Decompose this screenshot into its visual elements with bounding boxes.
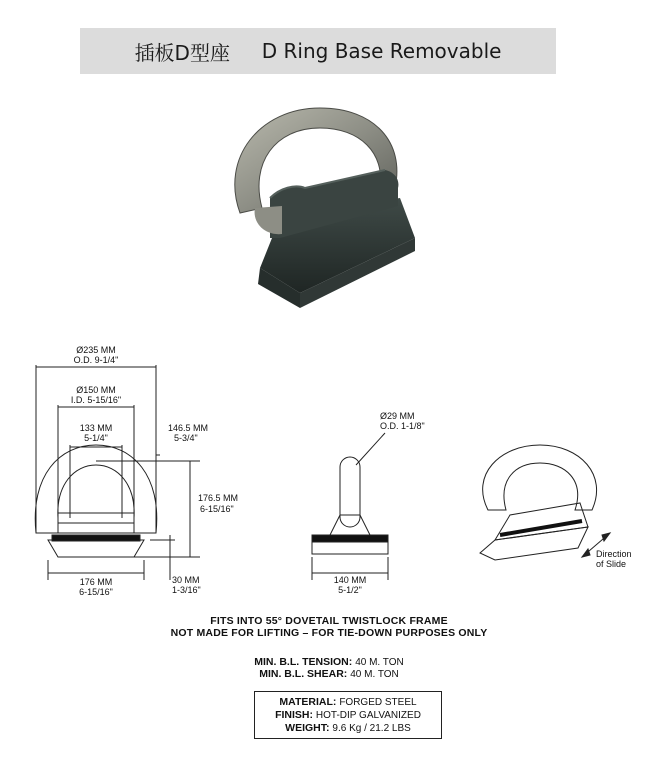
weight-row bbox=[255, 722, 441, 735]
base-w-mm: 176 MM bbox=[79, 577, 113, 587]
finish-value: HOT-DIP GALVANIZED bbox=[315, 710, 421, 721]
product-photo bbox=[210, 88, 460, 328]
side-view-labels bbox=[334, 411, 425, 595]
tension-label: MIN. B.L. TENSION: bbox=[254, 656, 353, 668]
slide-line-2: of Slide bbox=[596, 559, 627, 569]
title-spacer bbox=[230, 39, 262, 63]
inner-mm: 133 MM bbox=[79, 423, 113, 433]
base-w-in: 6-15/16" bbox=[79, 587, 113, 597]
offset-mm: 146.5 MM bbox=[168, 423, 209, 433]
shear-label: MIN. B.L. SHEAR: bbox=[259, 668, 348, 680]
technical-drawings bbox=[0, 335, 658, 605]
finish-label: FINISH: bbox=[275, 709, 313, 721]
front-view-labels bbox=[71, 345, 238, 597]
spec-box bbox=[254, 691, 442, 739]
od-in: O.D. 9-1/4" bbox=[73, 355, 119, 365]
tension-value: 40 M. TON bbox=[355, 657, 404, 668]
rod-mm: Ø29 MM bbox=[380, 411, 415, 421]
height-in: 6-15/16" bbox=[200, 504, 234, 514]
note-line-1: FITS INTO 55° DOVETAIL TWISTLOCK FRAME bbox=[210, 615, 448, 627]
slide-line-1: Direction bbox=[596, 549, 632, 559]
weight-value: 9.6 Kg / 21.2 LBS bbox=[332, 723, 411, 734]
base-h-in: 1-3/16" bbox=[172, 585, 201, 595]
weight-label: WEIGHT: bbox=[285, 722, 330, 734]
side-w-in: 5-1/2" bbox=[338, 585, 362, 595]
finish-row bbox=[255, 709, 441, 722]
title-en: D Ring Base Removable bbox=[261, 39, 502, 63]
material-value: FORGED STEEL bbox=[339, 697, 417, 708]
height-mm: 176.5 MM bbox=[198, 493, 239, 503]
material-row bbox=[255, 696, 441, 709]
offset-in: 5-3/4" bbox=[174, 433, 198, 443]
note-line-2: NOT MADE FOR LIFTING – FOR TIE-DOWN PURPOSES ONLY bbox=[170, 627, 488, 639]
title-bar bbox=[80, 28, 556, 74]
iso-view-labels bbox=[596, 549, 632, 569]
title-cn: 插板D型座 bbox=[134, 40, 230, 65]
rod-in: O.D. 1-1/8" bbox=[380, 421, 425, 431]
id-in: I.D. 5-15/16" bbox=[70, 395, 122, 405]
shear-value: 40 M. TON bbox=[350, 669, 399, 680]
base-h-mm: 30 MM bbox=[172, 575, 200, 585]
side-view bbox=[312, 433, 388, 580]
material-label: MATERIAL: bbox=[279, 696, 337, 708]
id-mm: Ø150 MM bbox=[76, 385, 116, 395]
shear-row bbox=[0, 668, 658, 681]
iso-view bbox=[480, 445, 610, 560]
side-w-mm: 140 MM bbox=[333, 575, 367, 585]
od-mm: Ø235 MM bbox=[76, 345, 116, 355]
inner-in: 5-1/4" bbox=[84, 433, 108, 443]
